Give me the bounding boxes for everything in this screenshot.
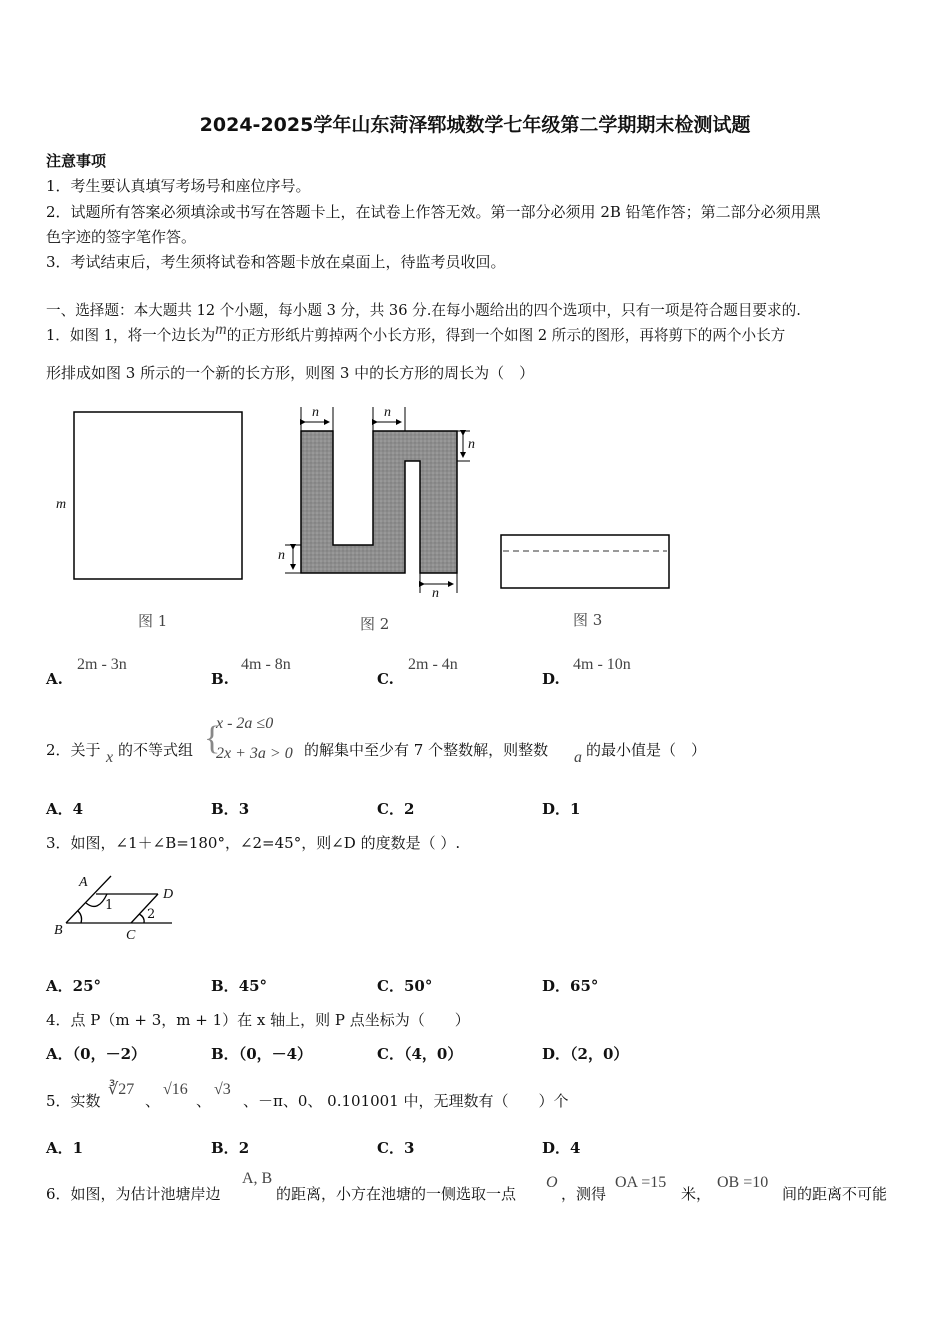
q4-option-b-value: （0，－4） [238, 1045, 313, 1063]
q4-option-d-value: （2，0） [570, 1045, 629, 1063]
q5-sqrt-16: √16 [163, 1081, 188, 1098]
q5-separator: 、 [196, 1092, 212, 1110]
q6-prefix: 6．如图，为估计池塘岸边 [46, 1185, 221, 1203]
figure-caption-1: 图 1 [138, 612, 168, 630]
q3-label-d: D [163, 887, 174, 902]
figure-caption-3: 图 3 [573, 611, 603, 629]
q6-mid2: ，测得 [561, 1185, 607, 1203]
figure-label-n: n [432, 586, 439, 601]
q5-suffix: 、－π、0、 0.101001 中，无理数有（ ）个 [243, 1092, 569, 1110]
q2-option-b-value: 3 [238, 800, 250, 818]
q6-ab: A, B [242, 1170, 273, 1187]
notice-item: 2．试题所有答案必须填涂或书写在答题卡上，在试卷上作答无效。第一部分必须用 2B 铅笔作答；第二部分必须用黑 [46, 203, 821, 221]
q2-option-b-letter: B． [211, 800, 239, 818]
figure-1-square [74, 412, 242, 579]
q3-option-b-letter: B． [211, 977, 239, 995]
q4-option-b-letter: B． [211, 1045, 239, 1063]
figure-label-n: n [384, 405, 391, 420]
notice-heading: 注意事项 [46, 152, 107, 170]
q5-prefix: 5．实数 [46, 1092, 101, 1110]
figure-2-shape [301, 431, 457, 573]
figure-label-n: n [312, 405, 319, 420]
q3-label-2: 2 [147, 907, 156, 922]
figure-label-n: n [468, 437, 475, 452]
q1-text: 的正方形纸片剪掉两个小长方形，得到一个如图 2 所示的图形，再将剪下的两个小长方 [226, 327, 786, 344]
q3-option-a-value: 25° [72, 977, 102, 995]
q5-cube-root-27: ∛27 [108, 1081, 135, 1098]
q5-option-a-letter: A． [46, 1139, 73, 1157]
q4-option-c-letter: C． [377, 1045, 404, 1063]
page-title: 2024-2025学年山东菏泽郓城数学七年级第二学期期末检测试题 [199, 114, 751, 136]
figure-3-rectangle [501, 535, 669, 588]
q5-option-a-value: 1 [72, 1139, 84, 1157]
q5-option-c-letter: C． [377, 1139, 404, 1157]
q1-option-a-value: 2m - 3n [77, 656, 127, 673]
q6-mid1: 的距离，小方在池塘的一侧选取一点 [276, 1185, 517, 1203]
q1-option-d-value: 4m - 10n [573, 656, 631, 673]
q2-inequality-2: 2x + 3a > 0 [216, 745, 293, 762]
q4-option-c-value: （4，0） [403, 1045, 463, 1063]
brace-icon: { [204, 720, 221, 757]
q2-mid: 的不等式组 [118, 741, 194, 759]
q3-label-c: C [126, 928, 136, 943]
q3-label-a: A [79, 875, 88, 890]
q6-suffix: 间的距离不可能 [782, 1185, 888, 1203]
q1-option-a-letter: A. [46, 670, 63, 688]
notice-item: 1．考生要认真填写考场号和座位序号。 [46, 177, 311, 195]
q5-option-b-value: 2 [238, 1139, 250, 1157]
q6-oa: OA =15 [615, 1174, 667, 1191]
q2-option-c-letter: C． [377, 800, 404, 818]
q4-text: 4．点 P（m + 3，m + 1）在 x 轴上，则 P 点坐标为（ ） [46, 1011, 470, 1029]
notice-item: 3．考试结束后，考生须将试卷和答题卡放在桌面上，待监考员收回。 [46, 253, 506, 271]
q5-option-c-value: 3 [403, 1139, 415, 1157]
q3-option-b-value: 45° [238, 977, 268, 995]
q4-option-a-value: （0，－2） [72, 1045, 147, 1063]
q6-mid3: 米， [681, 1185, 712, 1203]
q2-suffix-b: 的最小值是（ ） [586, 741, 707, 759]
q1-option-c-letter: C. [377, 670, 394, 688]
q3-option-d-value: 65° [570, 977, 599, 995]
q5-option-d-value: 4 [570, 1139, 581, 1157]
notice-item: 色字迹的签字笔作答。 [46, 228, 197, 246]
q4-option-a-letter: A． [46, 1045, 73, 1063]
q3-label-1: 1 [105, 898, 114, 913]
q5-sqrt-3: √3 [214, 1081, 231, 1098]
q3-text: 3．如图，∠1＋∠B=180°，∠2=45°，则∠D 的度数是（ ）. [46, 834, 461, 852]
q2-inequality-1: x - 2a ≤0 [216, 715, 274, 732]
q2-option-a-value: 4 [72, 800, 84, 818]
q2-option-d-letter: D． [542, 800, 571, 818]
q6-o: O [546, 1174, 558, 1191]
q3-label-b: B [54, 923, 63, 938]
question-1-line2: 形排成如图 3 所示的一个新的长方形，则图 3 中的长方形的周长为（ ） [46, 364, 535, 382]
figure-label-m: m [56, 497, 67, 512]
q1-option-b-value: 4m - 8n [241, 656, 291, 673]
q2-option-c-value: 2 [403, 800, 415, 818]
q1-option-c-value: 2m - 4n [408, 656, 458, 673]
var-m: m [215, 321, 227, 338]
figure-caption-2: 图 2 [360, 615, 390, 633]
q3-option-a-letter: A． [46, 977, 73, 995]
section-heading: 一、选择题：本大题共 12 个小题，每小题 3 分，共 36 分.在每小题给出的四个选项中，只有一项是符合题目要求的. [46, 302, 801, 319]
q3-option-c-value: 50° [403, 977, 433, 995]
q4-option-d-letter: D． [542, 1045, 571, 1063]
q1-option-b-letter: B. [211, 670, 229, 688]
q5-option-d-letter: D． [542, 1139, 571, 1157]
q3-option-c-letter: C． [377, 977, 404, 995]
q1-option-d-letter: D. [542, 670, 560, 688]
figure-label-n: n [278, 548, 285, 563]
q6-ob: OB =10 [717, 1174, 769, 1191]
q2-suffix-a: 的解集中至少有 7 个整数解，则整数 [304, 741, 549, 759]
q2-option-a-letter: A． [46, 800, 73, 818]
q1-text: 1．如图 1，将一个边长为 [46, 327, 216, 344]
q5-separator: 、 [145, 1092, 161, 1110]
q3-option-d-letter: D． [542, 977, 571, 995]
var-a: a [574, 749, 582, 766]
var-x: x [106, 749, 114, 766]
q2-option-d-value: 1 [570, 800, 581, 818]
q2-prefix: 2．关于 [46, 741, 101, 759]
q5-option-b-letter: B． [211, 1139, 239, 1157]
